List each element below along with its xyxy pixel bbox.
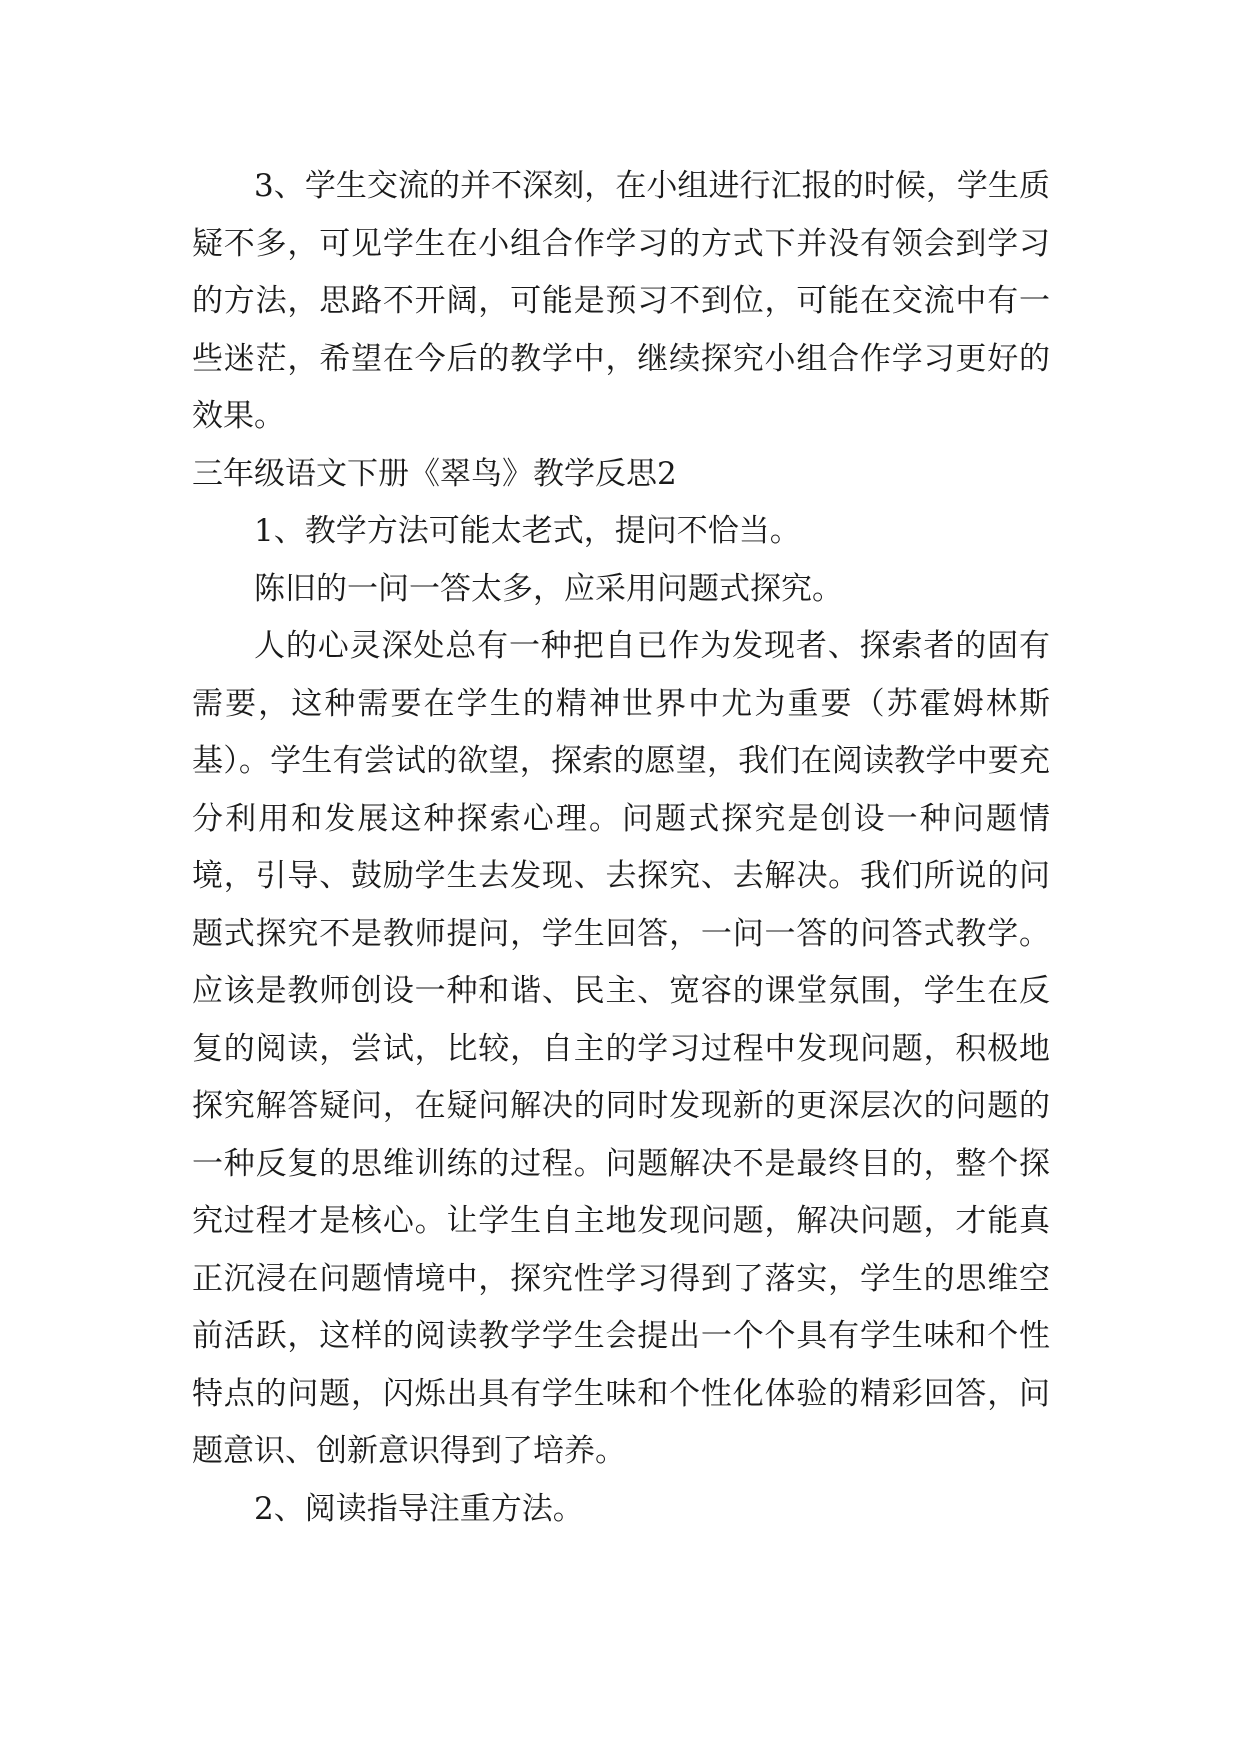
paragraph-statement: 陈旧的一问一答太多，应采用问题式探究。 <box>254 570 843 607</box>
paragraph-point-3: 3、学生交流的并不深刻，在小组进行汇报的时候，学生质疑不多，可见学生在小组合作学习的方式下并没有领会到学习的方法，思路不开阔，可能是预习不到位，可能在交流中有一些迷茫，希望在今后的教学中，继续探究小组合作学习更好的效果。 <box>192 168 1050 434</box>
document-body <box>192 158 1050 1538</box>
paragraph-point-2: 2、阅读指导注重方法。 <box>254 1490 584 1527</box>
section-heading: 三年级语文下册《翠鸟》教学反思2 <box>192 455 677 492</box>
paragraph-point-1: 1、教学方法可能太老式，提问不恰当。 <box>254 513 801 549</box>
paragraph-body: 人的心灵深处总有一种把自已作为发现者、探索者的固有需要，这种需要在学生的精神世界中尤为重要（苏霍姆林斯基）。学生有尝试的欲望，探索的愿望，我们在阅读教学中要充分利用和发展这种探索心理。问题式探究是创设一种问题情境，引导、鼓励学生去发现、去探究、去解决。我们所说的问题式探究不是教师提问，学生回答，一问一答的问答式教学。应该是教师创设一种和谐、民主、宽容的课堂氛围，学生在反复的阅读，尝试，比较，自主的学习过程中发现问题，积极地探究解答疑问，在疑问解决的同时发现新的更深层次的问题的一种反复的思维训练的过程。问题解决不是最终目的，整个探究过程才是核心。让学生自主地发现问题，解决问题，才能真正沉浸在问题情境中，探究性学习得到了落实，学生的思维空前活跃，这样的阅读教学学生会提出一个个具有学生味和个性特点的问题，闪烁出具有学生味和个性化体验的精彩回答，问题意识、创新意识得到了培养。 <box>192 628 1050 1469</box>
